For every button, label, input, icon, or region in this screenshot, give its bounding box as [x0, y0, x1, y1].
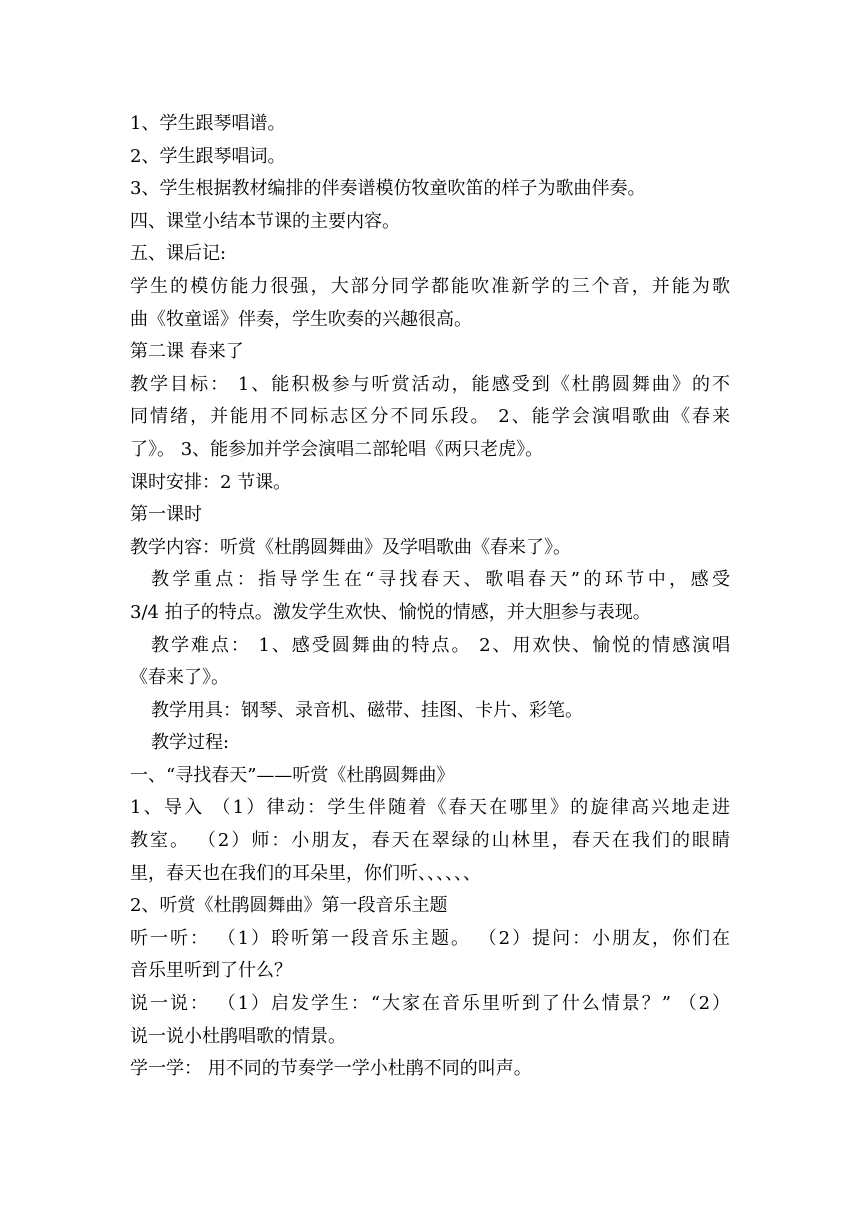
text-line: 1、学生跟琴唱谱。	[130, 113, 286, 134]
text-line: 说一说： （1）启发学生：“大家在音乐里听到了什么情景？” （2）	[130, 993, 730, 1015]
text-line: 音乐里听到了什么？	[130, 960, 292, 982]
document-page	[130, 108, 730, 1086]
text-line: 课时安排：2 节课。	[130, 471, 292, 493]
lesson-title: 第二课 春来了	[130, 341, 244, 363]
text-line: 曲《牧童谣》伴奏，学生吹奏的兴趣很高。	[130, 308, 472, 330]
text-line: 教学目标： 1、能积极参与听赏活动，能感受到《杜鹃圆舞曲》的不	[130, 373, 730, 395]
text-line: 说一说小杜鹃唱歌的情景。	[130, 1025, 346, 1047]
text-line: 教学内容：听赏《杜鹃圆舞曲》及学唱歌曲《春来了》。	[130, 536, 571, 558]
text-line: 3、学生根据教材编排的伴奏谱模仿牧童吹笛的样子为歌曲伴奏。	[130, 178, 646, 200]
text-line: 教学难点： 1、感受圆舞曲的特点。 2、用欢快、愉悦的情感演唱	[151, 634, 730, 656]
text-line: 里，春天也在我们的耳朵里，你们听、、、、、、	[130, 862, 481, 884]
text-line: 2、听赏《杜鹃圆舞曲》第一段音乐主题	[130, 895, 448, 917]
text-line: 听一听： （1）聆听第一段音乐主题。 （2）提问：小朋友，你们在	[130, 927, 730, 949]
text-line: 学生的模仿能力很强，大部分同学都能吹准新学的三个音，并能为歌	[130, 275, 730, 297]
section-heading: 一、“寻找春天”——听赏《杜鹃圆舞曲》	[130, 764, 455, 786]
text-line: 《春来了》。	[130, 667, 229, 689]
text-line: 1、导入 （1）律动：学生伴随着《春天在哪里》的旋律高兴地走进	[130, 797, 730, 819]
text-line: 教学重点：指导学生在“寻找春天、歌唱春天”的环节中，感受	[151, 569, 730, 591]
text-line: 学一学： 用不同的节奏学一学小杜鹃不同的叫声。	[130, 1058, 532, 1080]
text-line: 教学用具：钢琴、录音机、磁带、挂图、卡片、彩笔。	[151, 699, 583, 721]
text-line: 2、学生跟琴唱词。	[130, 145, 286, 167]
text-line: 同情绪，并能用不同标志区分不同乐段。 2、能学会演唱歌曲《春来	[130, 406, 730, 428]
text-line: 教学过程:	[151, 732, 230, 754]
text-line: 了》。 3、能参加并学会演唱二部轮唱《两只老虎》。	[130, 438, 544, 460]
period-title: 第一课时	[130, 504, 202, 526]
text-line: 3/4 拍子的特点。激发学生欢快、愉悦的情感，并大胆参与表现。	[130, 601, 651, 623]
section-heading: 五、课后记:	[130, 243, 227, 265]
text-line: 教室。 （2）师：小朋友，春天在翠绿的山林里，春天在我们的眼睛	[130, 830, 730, 852]
section-heading: 四、课堂小结本节课的主要内容。	[130, 210, 400, 232]
